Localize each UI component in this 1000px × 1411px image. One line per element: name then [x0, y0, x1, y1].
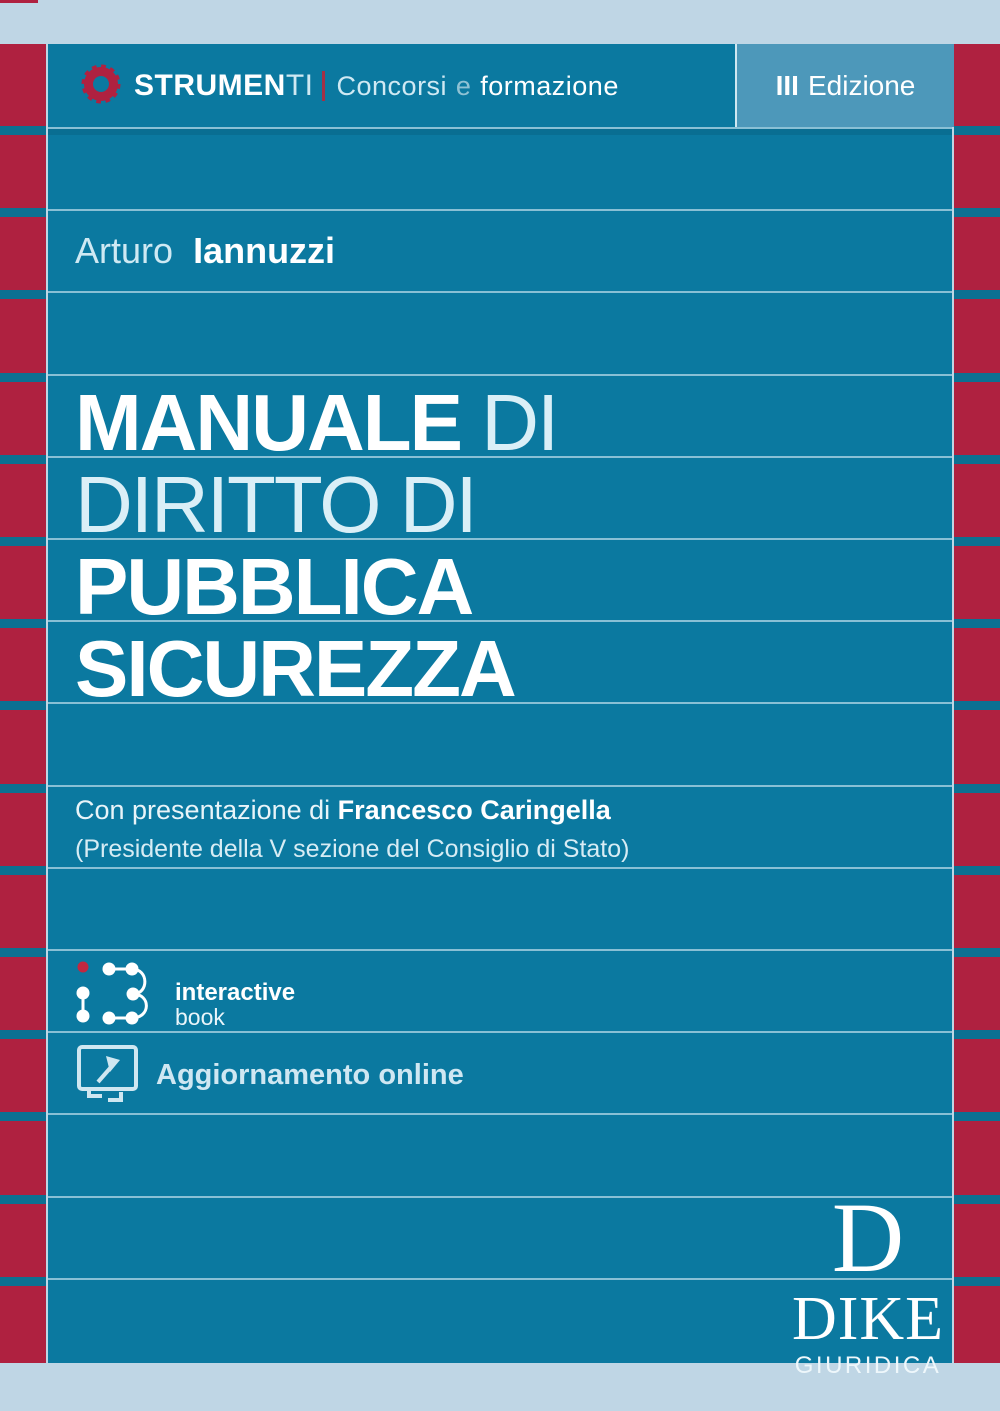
strip-gap — [954, 126, 1000, 135]
strip-gap — [954, 373, 1000, 382]
interactive-book-feature — [75, 956, 295, 1037]
divider-line — [48, 291, 952, 293]
presentation-line-2: (Presidente della V sezione del Consiglio di Stato) — [75, 835, 630, 863]
title-line-3: PUBBLICA — [75, 542, 473, 631]
divider-line — [48, 785, 952, 787]
interactive-label-line2: book — [175, 1004, 225, 1030]
title-line1-light: DI — [460, 378, 558, 467]
book-title — [75, 378, 558, 713]
edition-number: III — [775, 69, 799, 101]
gear-icon — [78, 61, 124, 112]
title-line1-bold: MANUALE — [75, 378, 461, 467]
presentation-line-1 — [75, 795, 629, 826]
strip-gap — [954, 948, 1000, 957]
header-divider-shade — [48, 129, 952, 135]
author-last-name: Iannuzzi — [193, 230, 336, 271]
interactive-book-label — [175, 980, 295, 1037]
publisher-initial: D — [831, 1182, 905, 1293]
strip-gap — [954, 1277, 1000, 1286]
strip-gap — [954, 866, 1000, 875]
title-line-4: SICUREZZA — [75, 624, 515, 713]
left-red-strip — [0, 44, 46, 1363]
strip-gap — [954, 619, 1000, 628]
series-word-3: formazione — [480, 71, 619, 101]
strip-gap — [0, 701, 46, 710]
strip-gap — [0, 126, 46, 135]
presentation-prefix: Con presentazione di — [75, 795, 338, 825]
brand-bold: STRUMEN — [134, 69, 286, 102]
dotted-ib-icon — [75, 956, 153, 1037]
presenter-name: Francesco Caringella — [337, 795, 611, 825]
publisher-subname: GIURIDICA — [794, 1352, 942, 1379]
strip-gap — [954, 1112, 1000, 1121]
strip-gap — [0, 1277, 46, 1286]
strip-gap — [0, 619, 46, 628]
strip-gap — [954, 701, 1000, 710]
edition-word: Edizione — [807, 69, 916, 101]
strip-gap — [0, 290, 46, 299]
title-line-1 — [75, 378, 558, 467]
strip-gap — [954, 537, 1000, 546]
publisher-name: DIKE — [791, 1285, 945, 1353]
presentation-note — [75, 795, 629, 864]
series-word-2: e — [455, 71, 472, 101]
strip-gap — [954, 208, 1000, 217]
strip-gap — [0, 784, 46, 793]
interactive-label-line1: interactive — [175, 979, 296, 1006]
brand-light: TI — [285, 69, 314, 102]
edition-badge — [735, 44, 954, 127]
strip-gap — [0, 455, 46, 464]
strip-gap — [0, 1030, 46, 1039]
series-brand — [78, 60, 619, 112]
strip-gap — [0, 948, 46, 957]
divider-line — [48, 374, 952, 376]
strip-gap — [0, 537, 46, 546]
strip-gap — [0, 866, 46, 875]
strip-gap — [954, 290, 1000, 299]
strip-gap — [0, 208, 46, 217]
divider-line — [48, 949, 952, 951]
strip-gap — [954, 455, 1000, 464]
strip-gap — [0, 1112, 46, 1121]
author-first-name: Arturo — [75, 230, 174, 271]
strip-gap — [0, 1195, 46, 1204]
divider-line — [48, 867, 952, 869]
right-red-strip — [954, 44, 1000, 1363]
brand-text — [134, 69, 619, 103]
publisher-logo — [790, 1182, 946, 1380]
strip-gap — [0, 373, 46, 382]
top-left-bleed-mark — [0, 0, 38, 3]
strip-gap — [954, 1195, 1000, 1204]
online-update-label: Aggiornamento online — [156, 1059, 464, 1091]
strip-gap — [954, 784, 1000, 793]
divider-line — [48, 127, 952, 129]
title-line-2: DIRITTO DI — [75, 460, 476, 549]
strip-gap — [954, 1030, 1000, 1039]
series-word-1: Concorsi — [336, 71, 448, 101]
vertical-bar — [322, 71, 325, 101]
monitor-arrow-icon — [76, 1044, 140, 1109]
divider-line — [48, 209, 952, 211]
divider-line — [48, 1113, 952, 1115]
online-update-feature — [76, 1044, 464, 1109]
author-name — [75, 230, 335, 272]
